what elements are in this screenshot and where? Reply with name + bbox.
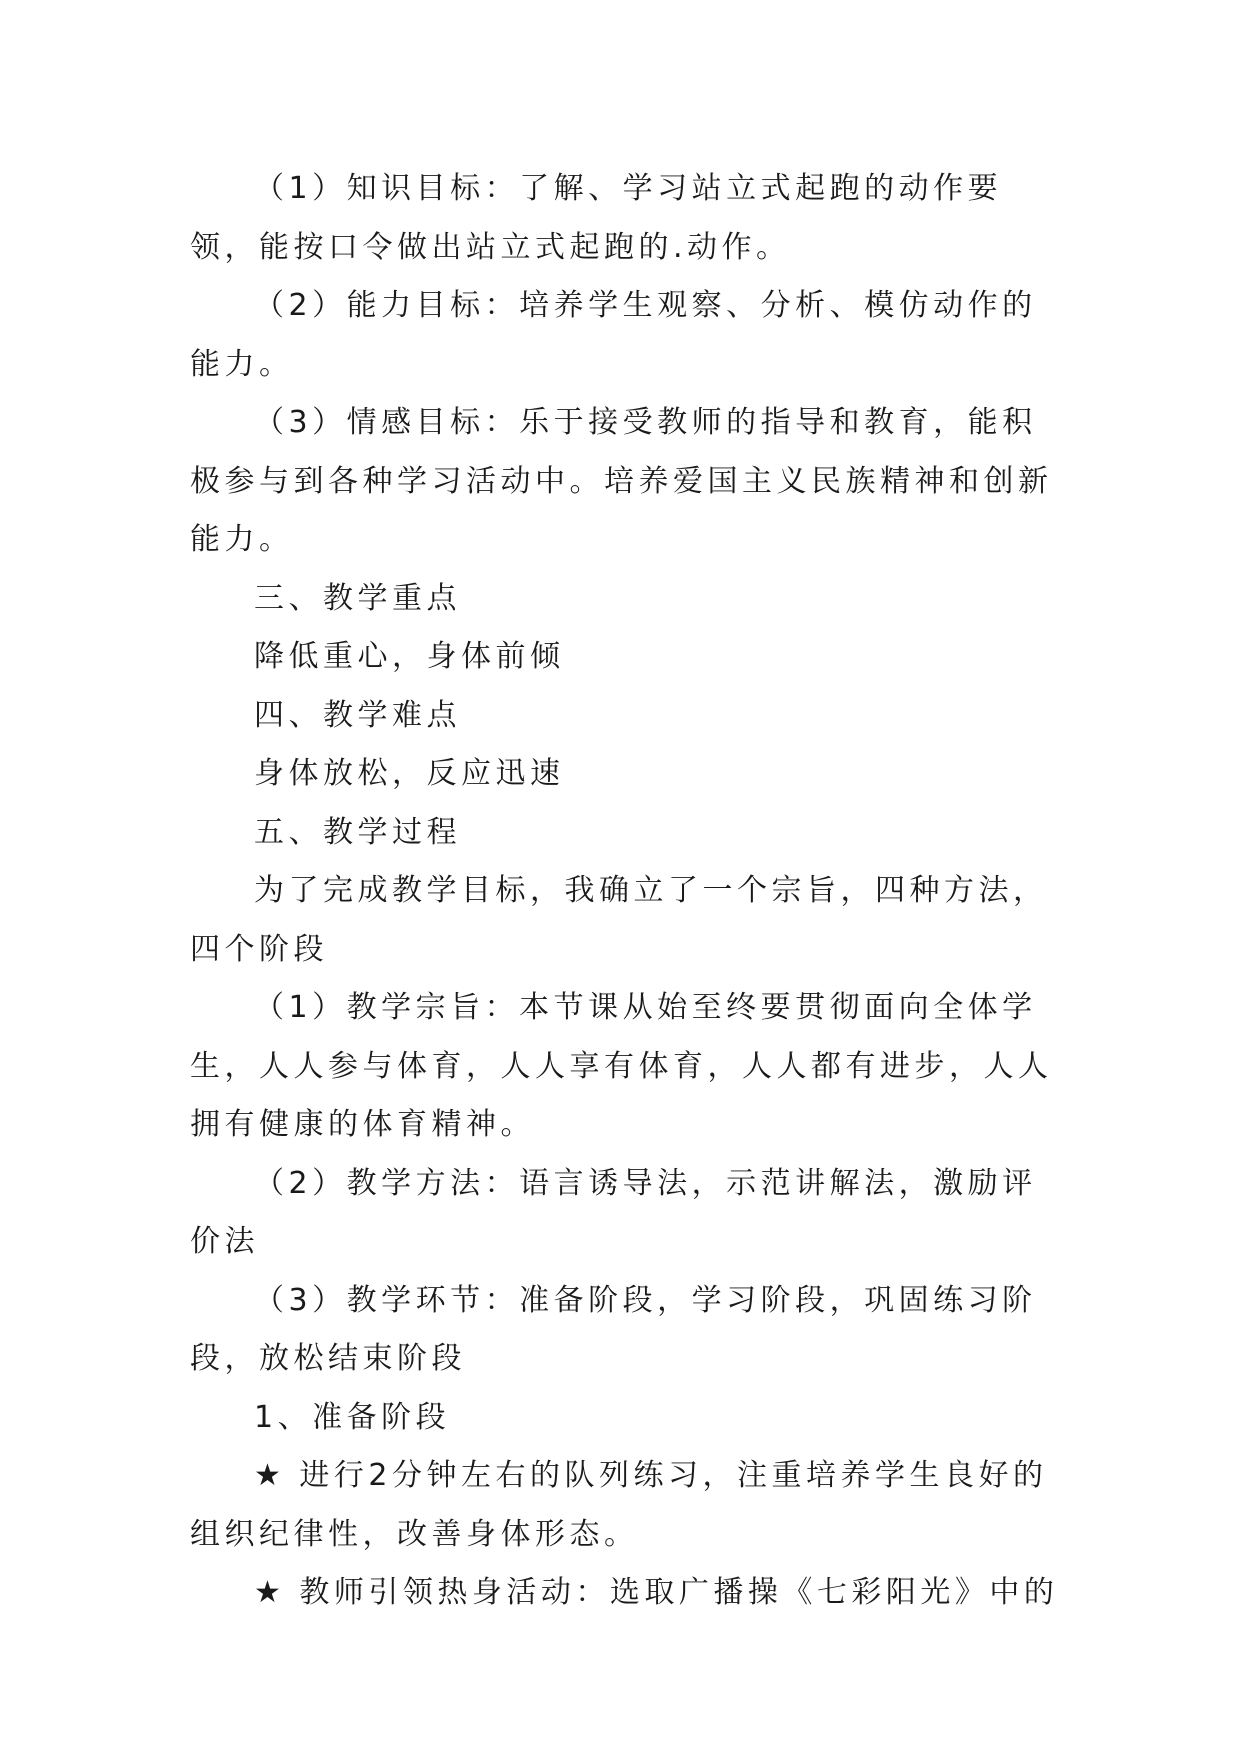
heading-preparation-stage: 1、准备阶段	[254, 1399, 451, 1435]
paragraph-teaching-methods: （2）教学方法：语言诱导法，示范讲解法，激励评价法	[190, 1165, 1037, 1259]
paragraph-process-intro: 为了完成教学目标，我确立了一个宗旨，四种方法，四个阶段	[190, 873, 1048, 967]
heading-teaching-difficulties: 四、教学难点	[254, 697, 461, 733]
paragraph-emotion-goal: （3）情感目标：乐于接受教师的指导和教育，能积极参与到各种学习活动中。培养爱国主义民族精神和创新能力。	[190, 405, 1053, 557]
heading-teaching-process: 五、教学过程	[254, 814, 461, 850]
paragraph-teaching-stages: （3）教学环节：准备阶段，学习阶段，巩固练习阶段，放松结束阶段	[190, 1282, 1037, 1376]
paragraph-teaching-principle: （1）教学宗旨：本节课从始至终要贯彻面向全体学生，人人参与体育，人人享有体育，人人都有进步，人人拥有健康的体育精神。	[190, 990, 1053, 1142]
bullet-formation-drill: ★ 进行2分钟左右的队列练习，注重培养学生良好的组织纪律性，改善身体形态。	[190, 1458, 1048, 1552]
paragraph-knowledge-goal: （1）知识目标：了解、学习站立式起跑的动作要领，能按口令做出站立式起跑的.动作。	[190, 171, 1003, 265]
paragraph-key-points: 降低重心，身体前倾	[254, 639, 565, 674]
document-body	[190, 160, 1070, 1623]
paragraph-difficulties: 身体放松，反应迅速	[254, 756, 565, 791]
heading-teaching-key-points: 三、教学重点	[254, 580, 461, 616]
paragraph-ability-goal: （2）能力目标：培养学生观察、分析、模仿动作的能力。	[190, 288, 1037, 382]
bullet-warm-up-activity: ★ 教师引领热身活动：选取广播操《七彩阳光》中的	[254, 1575, 1059, 1610]
